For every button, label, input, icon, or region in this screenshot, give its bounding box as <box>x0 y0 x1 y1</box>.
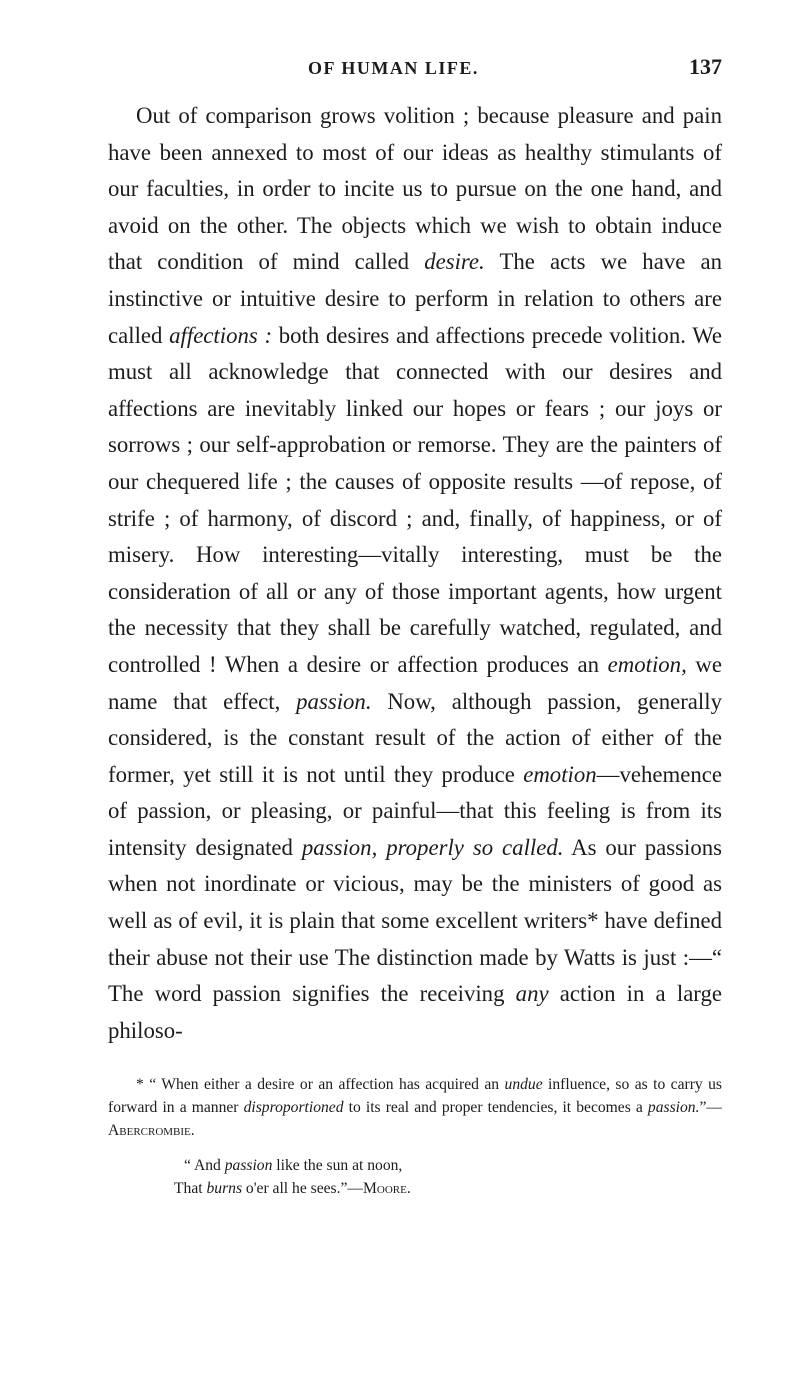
verse-line <box>174 1177 722 1200</box>
verse-line <box>184 1154 722 1177</box>
text-run: both desires and affections precede volition. We must all acknowledge that connected with our desires and affections are inevitably linked our hopes or fears ; our joys or sorrows ; our self-approbation or remorse. They are the painters of our chequered life ; the causes of opposite results —of repose, of strife ; of harmony, of discord ; and, finally, of happiness, or of misery. How interesting—vitally interesting, must be the consideration of all or any of those important agents, how urgent the necessity that they shall be carefully watched, regulated, and controlled ! When a desire or affection produces an <box>108 322 723 677</box>
text-run: influence, so as to carry us forward in a manner <box>108 1076 722 1117</box>
page-number: 137 <box>689 54 722 79</box>
footnote-author-moore: Moore. <box>363 1180 411 1198</box>
italic-word-disproportioned: disproportioned <box>243 1099 344 1117</box>
italic-term-affections: affections : <box>169 322 273 348</box>
text-run: As our passions when not inordinate or vicious, may be the ministers of good as well as of evil, it is plain that some excellent writers* have defined their abuse not their use The distinction made by Watts is just :—“ The word passion signifies the receiving <box>108 834 723 1007</box>
text-run: o'er all he sees.”— <box>242 1180 364 1198</box>
footnote-author-abercrombie: Abercrombie. <box>108 1122 195 1140</box>
text-run: to its real and proper tendencies, it becomes a <box>343 1099 648 1117</box>
italic-term-passion: passion, <box>301 834 378 860</box>
italic-term-emotion: emotion, <box>607 651 687 677</box>
text-run: like the sun at noon, <box>272 1157 403 1175</box>
text-run: —vehemence of passion, or pleasing, or painful—that this feeling is from its intensity designated <box>108 761 722 860</box>
text-run: “ And <box>184 1157 225 1175</box>
italic-word-passion: passion <box>224 1157 273 1175</box>
italic-term-emotion: emotion <box>523 761 597 787</box>
italic-word-any: any <box>515 981 549 1007</box>
text-run: That <box>174 1180 207 1198</box>
text-run: action in a large philoso- <box>108 981 723 1043</box>
text-run: ”— <box>699 1099 722 1117</box>
running-title: OF HUMAN LIFE. <box>308 58 479 78</box>
text-run: Now, although passion, generally considered, is the constant result of the action of either of the former, yet still it is not until they produce <box>108 688 722 787</box>
main-text <box>108 98 722 1049</box>
italic-word-burns: burns <box>206 1180 243 1198</box>
footnote <box>108 1073 722 1200</box>
text-run: The acts we have an instinctive or intuitive desire to perform in relation to others are called <box>108 249 722 348</box>
verse-quotation <box>174 1154 722 1200</box>
text-run: * “ When either a desire or an affection has acquired an <box>136 1076 505 1094</box>
text-run <box>377 835 386 860</box>
paragraph <box>108 98 722 1049</box>
text-run: we name that effect, <box>108 651 722 714</box>
text-run: Out of comparison grows volition ; because pleasure and pain have been annexed to most of our ideas as healthy stimulants of our faculties, in order to incite us to pursue on the one hand, and avoid on the other. The objects which we wish to obtain induce that condition of mind called <box>108 103 722 275</box>
italic-word-passion: passion. <box>647 1099 700 1117</box>
italic-term-desire: desire. <box>424 249 485 275</box>
italic-word-undue: undue <box>504 1076 543 1094</box>
italic-term-passion: passion. <box>296 688 372 714</box>
footnote-text <box>108 1073 722 1142</box>
italic-phrase-properly-so-called: properly so called. <box>386 834 564 860</box>
running-head <box>108 54 722 98</box>
